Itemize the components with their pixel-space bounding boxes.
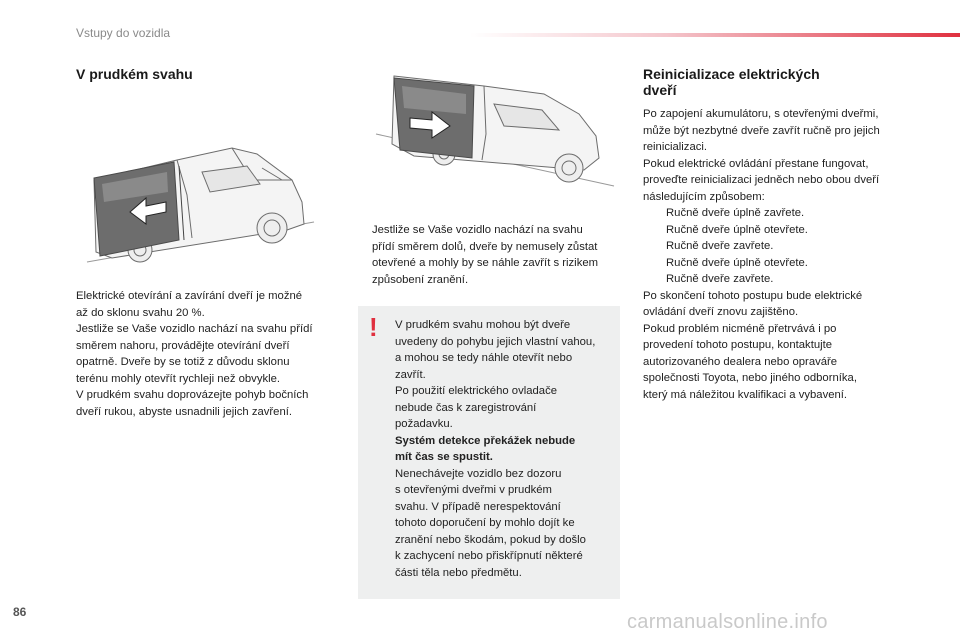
text-line: s otevřenými dveřmi v prudkém <box>395 484 552 496</box>
text-line: Nenechávejte vozidlo bez dozoru <box>395 467 562 480</box>
section-header: Vstupy do vozidla <box>76 26 171 40</box>
list-item <box>643 255 880 272</box>
list-item <box>643 222 880 239</box>
text-line: terénu mohly otevřít rychleji než obvykle. <box>76 372 281 385</box>
text-line: Elektrické otevírání a zavírání dveří je možné <box>76 290 303 302</box>
van-uphill-illustration <box>82 140 322 270</box>
middle-paragraph <box>372 222 598 288</box>
text-line: Jestliže se Vaše vozidlo nachází na svahu přídí <box>76 323 313 335</box>
list-item <box>643 205 880 222</box>
text-line: požadavku. <box>395 418 453 430</box>
warning-bold-line: Systém detekce překážek nebude <box>395 434 576 447</box>
text-line: zranění nebo škodám, pokud by došlo <box>395 533 586 546</box>
page-number: 86 <box>13 605 27 619</box>
text-line: a mohou se tedy náhle otevřít nebo <box>395 352 573 364</box>
warning-bold-line: mít čas se spustit. <box>395 451 493 463</box>
text-line: směrem nahoru, provádějte otevírání dveří <box>76 339 290 352</box>
right-paragraph <box>643 106 880 403</box>
text-line: Pokud problém nicméně přetrvává i po <box>643 322 837 335</box>
text-line: který má náležitou kvalifikaci a vybavení. <box>643 388 848 401</box>
right-section-title <box>643 66 883 98</box>
list-item-text: Ručně dveře zavřete. <box>666 240 774 252</box>
left-paragraph <box>76 288 313 420</box>
text-line: dveří rukou, abyste usnadnili jejich zavření. <box>76 405 293 418</box>
list-item <box>643 271 880 288</box>
text-line: autorizovaného dealera nebo opraváře <box>643 355 838 368</box>
header-accent-line <box>470 33 960 37</box>
van-downhill-illustration <box>374 74 624 189</box>
text-line: Po skončení tohoto postupu bude elektrické <box>643 289 863 302</box>
text-line: společnosti Toyota, nebo jiného odborníka, <box>643 372 857 384</box>
text-line: Jestliže se Vaše vozidlo nachází na svahu <box>372 224 583 236</box>
text-line: přídí směrem dolů, dveře by nemusely zůstat <box>372 240 598 253</box>
list-item <box>643 238 880 255</box>
exclamation-icon: ! <box>369 312 378 342</box>
title-line: dveří <box>643 82 677 98</box>
text-line: svahu. V případě nerespektování <box>395 500 561 513</box>
list-item-text: Ručně dveře zavřete. <box>666 273 774 285</box>
text-line: k zachycení nebo přiskřípnutí některé <box>395 550 583 562</box>
list-item-text: Ručně dveře úplně zavřete. <box>666 207 805 219</box>
text-line: tohoto doporučení by mohlo dojít ke <box>395 517 575 529</box>
list-item-text: Ručně dveře úplně otevřete. <box>666 256 808 269</box>
watermark: carmanualsonline.info <box>627 611 828 633</box>
text-line: Pokud elektrické ovládání přestane fungovat, <box>643 157 869 170</box>
text-line: následujícím způsobem: <box>643 190 765 203</box>
title-line: Reinicializace elektrických <box>643 66 820 82</box>
text-line: může být nezbytné dveře zavřít ručně pro jejich <box>643 124 880 137</box>
text-line: Po zapojení akumulátoru, s otevřenými dveřmi, <box>643 108 879 120</box>
left-section-title: V prudkém svahu <box>76 66 193 82</box>
text-line: provedení tohoto postupu, kontaktujte <box>643 339 833 351</box>
text-line: otevřené a mohly by se náhle zavřít s rizikem <box>372 257 599 269</box>
text-line: zavřít. <box>395 368 426 381</box>
text-line: reinicializaci. <box>643 141 708 153</box>
text-line: V prudkém svahu mohou být dveře <box>395 319 571 331</box>
text-line: uvedeny do pohybu jejich vlastní vahou, <box>395 335 596 348</box>
text-line: části těla nebo předmětu. <box>395 566 522 579</box>
warning-text <box>395 317 595 581</box>
text-line: opatrně. Dveře by se totiž z důvodu sklonu <box>76 356 290 368</box>
text-line: nebude čas k zaregistrování <box>395 401 537 414</box>
text-line: proveďte reinicializaci jedněch nebo obou dveří <box>643 174 880 186</box>
text-line: Po použití elektrického ovladače <box>395 385 558 397</box>
list-item-text: Ručně dveře úplně otevřete. <box>666 223 808 236</box>
text-line: ovládání dveří znovu zajištěno. <box>643 306 799 318</box>
text-line: až do sklonu svahu 20 %. <box>76 306 205 319</box>
text-line: V prudkém svahu doprovázejte pohyb bočních <box>76 389 309 401</box>
text-line: způsobení zranění. <box>372 273 469 286</box>
